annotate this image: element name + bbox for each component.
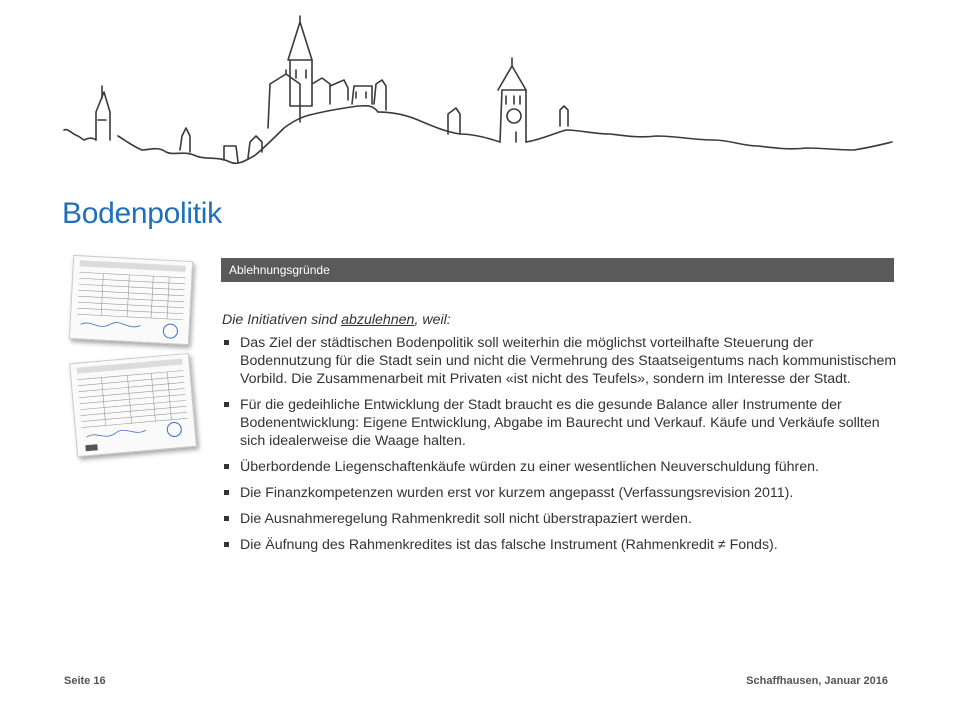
list-item (222, 396, 902, 450)
signature-sheet-thumbnail (69, 353, 197, 457)
city-skyline-sketch-icon (0, 0, 960, 200)
page-number: Seite 16 (64, 675, 106, 687)
list-item-text: Die Äufnung des Rahmenkredites ist das falsche Instrument (Rahmenkredit ≠ Fonds). (240, 537, 778, 553)
list-item-text: Für die gedeihliche Entwicklung der Stadt braucht es die gesunde Balance aller Instrumente der Bodenentwicklung: Eigene Entwicklung, Abgabe im Baurecht und Verkauf. Käufe und Verkäufe sollten sich idealerweise die Waage halten. (240, 397, 880, 449)
document-thumbnail-icon (70, 256, 192, 344)
square-bullet-icon (224, 490, 229, 495)
intro-before: Die Initiativen sind (222, 312, 342, 328)
list-item-text: Das Ziel der städtischen Bodenpolitik soll weiterhin die möglichst vorteilhafte Steuerung der Bodennutzung für die Stadt sein und nicht die Vermehrung des Staatseigentums nach kommunistischem Vorbild. Die Zusammenarbeit mit Privaten «ist nicht des Teufels», sondern im Interesse der Stadt. (240, 335, 897, 387)
section-header-bar: Ablehnungsgründe (221, 258, 894, 282)
list-item (222, 334, 902, 388)
square-bullet-icon (224, 340, 229, 345)
square-bullet-icon (224, 402, 229, 407)
page-title: Bodenpolitik (62, 197, 222, 230)
intro-underlined: abzulehnen (341, 312, 415, 328)
reasons-list (222, 334, 902, 554)
list-item-text: Überbordende Liegenschaftenkäufe würden zu einer wesentlichen Neuverschuldung führen. (240, 459, 819, 475)
list-item (222, 510, 902, 528)
document-thumbnail-icon (70, 354, 196, 456)
list-item (222, 458, 902, 476)
list-item (222, 536, 902, 554)
intro-after: , weil: (414, 312, 451, 328)
square-bullet-icon (224, 464, 229, 469)
list-item-text: Die Ausnahmeregelung Rahmenkredit soll nicht überstrapaziert werden. (240, 511, 692, 527)
list-item-text: Die Finanzkompetenzen wurden erst vor kurzem angepasst (Verfassungsrevision 2011). (240, 485, 794, 501)
signature-sheet-thumbnail (69, 255, 193, 345)
square-bullet-icon (224, 542, 229, 547)
intro-sentence (222, 311, 902, 329)
list-item (222, 484, 902, 502)
footer-place-date: Schaffhausen, Januar 2016 (746, 675, 888, 687)
main-content (222, 311, 902, 562)
square-bullet-icon (224, 516, 229, 521)
